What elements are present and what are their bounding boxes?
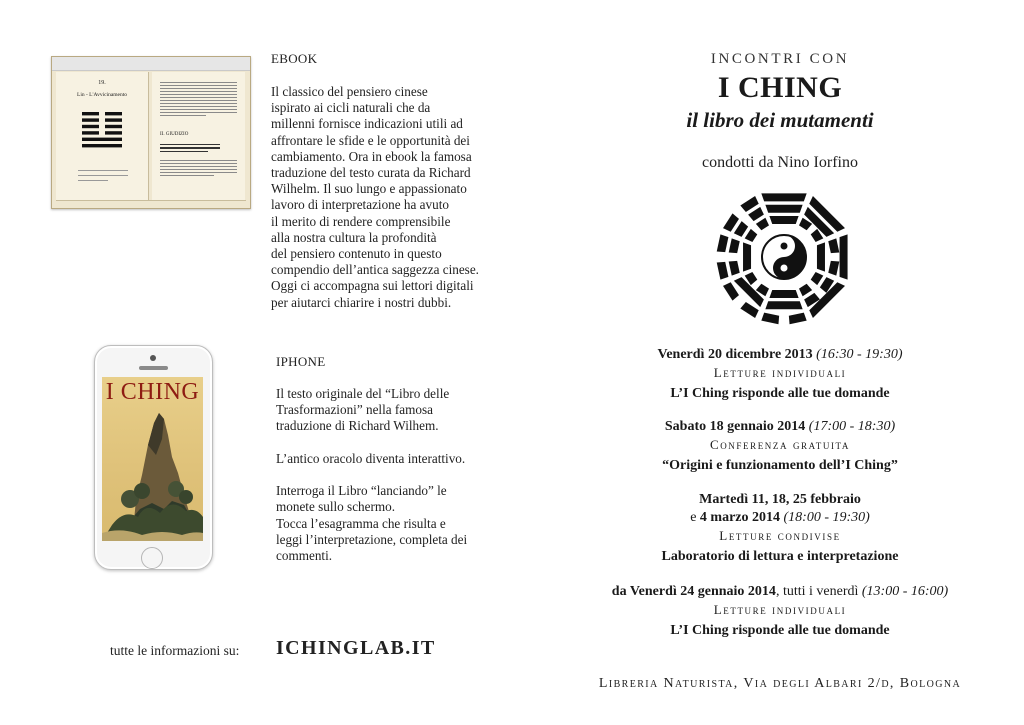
ebook-right-page (152, 72, 245, 200)
trigram-line (729, 261, 740, 276)
event-4-date: da Venerdì 24 gennaio 2014 (611, 584, 776, 599)
page-subtitle: il libro dei mutamenti (686, 108, 874, 132)
event-3-date-2: 4 marzo 2014 (699, 510, 780, 525)
hexagram-icon (82, 112, 122, 148)
ebook-page-number: 19. (98, 80, 106, 86)
trigram-line (756, 218, 769, 231)
event-1 (600, 346, 960, 404)
ebook-image (51, 56, 251, 209)
trigram-line (799, 284, 812, 297)
trigram-line (828, 238, 839, 253)
bagua-yin-yang-icon (714, 187, 854, 327)
event-1-time: (16:30 - 19:30) (816, 347, 903, 362)
event-2-time: (17:00 - 18:30) (808, 419, 896, 434)
event-3 (600, 491, 960, 567)
landscape-painting-icon (102, 405, 203, 541)
event-3-time: (18:00 - 19:30) (783, 510, 870, 525)
event-3-kind: Letture condivise (719, 528, 841, 543)
trigram-line (745, 229, 758, 242)
event-4-title: L’I Ching risponde alle tue domande (670, 623, 890, 638)
event-1-kind: Letture individuali (713, 365, 847, 380)
event-1-title: L’I Ching risponde alle tue domande (670, 386, 890, 401)
event-2-kind: Conferenza gratuita (709, 437, 851, 452)
trigram-line (769, 290, 798, 298)
event-4-time: (13:00 - 16:00) (861, 584, 949, 599)
trigram-line (765, 301, 802, 309)
ebook-toolbar (52, 57, 250, 71)
trigram-line (811, 272, 824, 285)
trigram-line (743, 242, 751, 271)
trigram-line (717, 262, 729, 280)
ebook-page-slider (56, 200, 246, 205)
ebook-text-lines (160, 80, 237, 118)
iphone-description: Il testo originale del “Libro delle Trasformazioni” nella famosa traduzione di Richard Wilhem. L’antico oracolo diventa interattivo. Interroga il Libro “lanciando” le monete sullo schermo. Tocca l’esagramma che risulta e leggi l’interpretazione, completa dei commenti. (276, 386, 468, 564)
trigram-line (761, 193, 806, 201)
trigram-line (729, 238, 740, 253)
trigram-line (765, 205, 802, 213)
trigram-line (817, 242, 825, 271)
event-4-extra: , tutti i venerdì (775, 584, 862, 599)
event-4-kind: Letture individuali (713, 602, 847, 617)
event-3-date-prefix: e (690, 510, 700, 525)
ebook-chapter-title: Lin - L'Avvicinamento (76, 92, 128, 98)
phone-screen (102, 377, 203, 541)
trigram-line (840, 234, 848, 279)
phone-screen-title: I CHING (105, 379, 200, 405)
iphone-speaker (139, 366, 168, 370)
venue: Libreria Naturista, Via degli Albari 2/d, Bologna (598, 676, 962, 691)
iphone-image (94, 345, 213, 570)
trigram-line (740, 302, 758, 318)
event-2 (600, 418, 960, 476)
conducted-by: condotti da Nino Iorfino (702, 154, 858, 171)
event-3-date: Martedì 11, 18, 25 febbraio (699, 492, 861, 507)
ebook-left-page (56, 72, 149, 200)
ebook-section-heading: II. GIUDIZIO (160, 132, 189, 137)
trigram-line (769, 216, 798, 224)
ebook-text-lines-2 (160, 158, 237, 178)
trigram-line (828, 261, 839, 276)
kicker: INCONTRI CON (710, 51, 850, 67)
trigram-line (717, 234, 729, 252)
ebook-text-lines-bold (160, 142, 220, 154)
page-title: I CHING (717, 71, 843, 104)
info-label: tutte le informazioni su: (110, 643, 240, 658)
info-link[interactable]: ICHINGLAB.IT (276, 637, 436, 659)
iphone-camera (150, 355, 156, 361)
trigram-line (789, 313, 807, 325)
ebook-heading: EBOOK (271, 51, 318, 66)
event-1-date: Venerdì 20 dicembre 2013 (657, 347, 813, 362)
event-2-date: Sabato 18 gennaio 2014 (664, 419, 806, 434)
ebook-description: Il classico del pensiero cinese ispirato ai cicli naturali che da millenni fornisce indicazioni utili ad affrontare le sfide e le opportunità dei cambiamento. Ora in ebook la famosa traduzione del testo curata da Richard Wilhelm. Il suo lungo e appassionato lavoro di interpretazione ha avuto il merito di rendere comprensibile alla nostra cultura la profondità del pensiero contenuto in questo compendio dell’antica saggezza cinese. Oggi ci accompagna sui lettori digitali per aiutarci chiarire i nostri dubbi. (271, 84, 479, 310)
event-3-title: Laboratorio di lettura e interpretazione (661, 549, 899, 564)
ebook-left-footnote (78, 170, 128, 181)
trigram-line (761, 313, 779, 325)
iphone-home-button (141, 547, 163, 569)
event-4 (580, 583, 980, 641)
iphone-heading: IPHONE (276, 354, 326, 369)
trigram-line (723, 282, 739, 300)
event-2-title: “Origini e funzionamento dell’I Ching” (662, 458, 898, 473)
